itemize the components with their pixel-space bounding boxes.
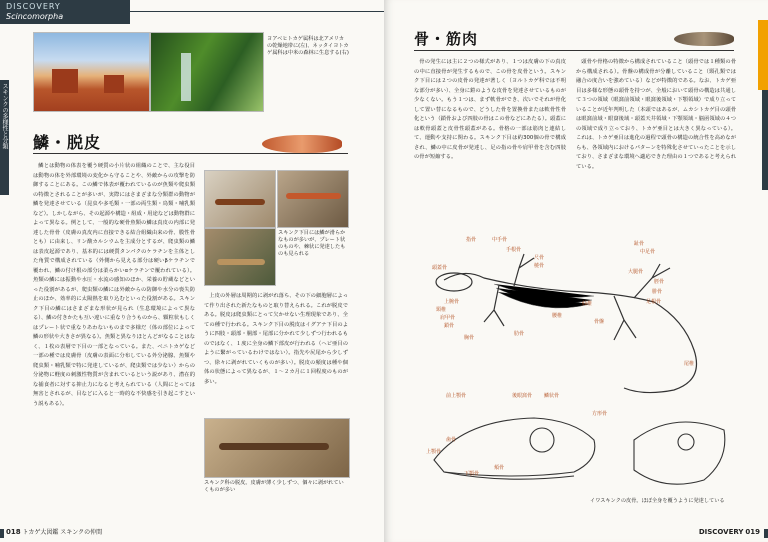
photo-caption-top: ヨアベヒトカゲ属科は北アメリカの乾燥地帯に(左)、ネッタイヨトカゲ属科は中米の森林に生息する(右): [267, 36, 349, 56]
butte-shape: [52, 69, 78, 93]
bone-label: 上顎骨: [426, 449, 442, 455]
bone-label: 手根骨: [506, 247, 522, 253]
section-label: DISCOVERY: [6, 2, 61, 11]
caption-skull: イワスキンクの皮骨。ほぼ全身を覆うように発達している: [590, 498, 725, 504]
eye-shape: [678, 434, 694, 450]
bone-label: 指骨: [466, 237, 477, 243]
bone-label: 中足骨: [640, 249, 656, 255]
bone-label: 方形骨: [592, 411, 608, 417]
edge-tab-orange: [758, 20, 768, 90]
side-tab: [0, 80, 9, 195]
paragraph: 頭骨や骨格の特徴から構成されていること（頭骨では１種類の骨から構成される）。骨盤の構成骨が分離していること（頸孔類では融合の度合いを強めている）などが特徴的である。なお、トカゲ亜目は多様な形態の頭骨を持つが、全般において頭骨の構造は共通して３つの領域（眼窩前領域・眼窩後領域・下顎領域）で成り立っていることが近年判明した（本頭ではあるが、ムカシトカゲ目の頭骨は眼窩前域・眼窩後域・頭蓋天井領域・下顎領域・脳函領域の４つの領域で成り立っており、トカゲ亜目とは大きく異なっている）。これは、トカゲ亜目は進化の過程で頭骨の構造の統合性を高めながらも、各領域内におけるパターンを特殊化させていったことを示しており、さまざまな環境へ適応できた理由の１つであると考えられている。: [576, 59, 736, 170]
skeleton-diagram: [424, 240, 724, 400]
bone-label: 鎖骨: [444, 323, 455, 329]
bone-label: 上腕骨: [444, 299, 460, 305]
forelimb-raised-path: [514, 254, 534, 286]
molting-photo: [204, 418, 350, 478]
bone-label: 尾椎: [684, 361, 695, 367]
section-header: [0, 0, 130, 24]
footer-title: トカゲ大図鑑 スキンクの仲間: [22, 529, 103, 536]
lizard-photo-3: [204, 228, 276, 286]
lizard-shape: [286, 193, 341, 199]
bone-label: 足根骨: [646, 299, 662, 305]
bone-label: 橈骨: [534, 263, 545, 269]
heading-rule: [33, 153, 348, 154]
bone-label: 仙椎: [582, 301, 593, 307]
lizard-shape: [215, 199, 265, 205]
bone-label: 前上顎骨: [446, 393, 467, 399]
footer-left: [6, 527, 102, 536]
lizard-illustration: [674, 32, 734, 46]
section-subtitle: Scincomorpha: [6, 12, 64, 21]
body-text-col2: [204, 292, 348, 414]
body-text-col1: [414, 58, 566, 238]
bone-label: 鱗状骨: [544, 393, 560, 399]
bone-label: 歯骨: [446, 437, 457, 443]
orbit-shape: [530, 428, 554, 452]
heading-rule: [414, 50, 734, 51]
paragraph: 鱗とは動物の体表を覆う硬質の小片状の組織のことで、主な役目は動物の体を外部環境の変化から守ることや、外敵からの攻撃を防御することにある。この鱗で体表が覆われているのが魚類や爬虫類の特徴とされることが多いが、実際にはさまざまな分類群の動物が鱗を発達させている（昆虫や多毛類・一部の両生類・鳥類・哺乳類など）。しかしながら、その起源や構造・組成・用途などは動物群によって異なる。例として、一般的な硬骨魚類の鱗は真皮の内部に発達した骨骨（皮膚の真皮内に直接できる結合組織由来の骨、膜性骨とも）に由来し、リン酸カルシウムを主成分とするが、爬虫類の鱗は表皮起源であり、基本的には硬質タンパクのケラチンを主体とした角質で構成されている（外側から見える部分は硬いβケラチンで覆われ、鱗の付け根の部分は柔らかいαケラチンで覆われている）。魚類の鱗には振動や水圧・水流の感知のほか、栄養の貯蔵などといった役割があるが、爬虫類の鱗には外敵からの防御や水分の喪失防止のほか、効率的に太陽熱を取り込むといった役割がある。スキンク下目の鱗にはさまざまな形状が見られ（生息環境によって異なる）、鱗の付きかたも互い違いに重なり合うものから、顆粒状もしくはプレート状で重なりあわないものまで多様だ（体の部位によって鱗の形状や大きさが異なる）。魚類と異なりほとんどがなることはなく、１枚の表層で下目の一部となっている。また、ベニトカゲなど一部の種では皮膚骨（皮膚の表面に分布している外分泌腺、魚類や爬虫類・哺乳類で特に発達しているが、爬虫類では少ない）からの分泌物に軽度の刺激性物質が含まれているという説があり、潜在的な捕食者に対する抑止力になると考えられている（人間にとっては無害とされるが、目などに入ると一時的な不快感を引き起こすという説もある）。: [33, 163, 195, 407]
footer-bar: [764, 529, 768, 538]
butte-shape: [104, 75, 124, 93]
paragraph: 骨の発生には主に２つの様式があり、１つは皮膚の下の真皮の中に直接骨が発生するもので、この骨を皮骨という。スキンク下目には２つの皮骨の発達が著しく（ヨルトカゲ科では不明な部分が多い）、全身に鎧のような皮骨を発達させているものが少なくない。もう１つは、まず軟骨ができ、次いでそれが骨化して置い替になるもので、どうした骨を置換骨または軟骨性骨化という（鎖骨および四肢の骨はこの骨などにあたる）。頭蓋には軟骨頭蓋と皮骨性頭蓋がある。骨格の一部は筋肉と連結して、運動や支持に関わる。スキンク下目は約300個の骨で構成され、鱗の中に皮骨が発達し、足の指の骨や肩甲骨を含む四肢の骨が短縮する。: [414, 59, 566, 160]
side-tab-label: スキンクの多様性と分類: [1, 83, 8, 149]
lizard-photo-2: [277, 170, 349, 228]
body-text-col2: [576, 58, 736, 238]
bone-label: 腰椎: [552, 313, 563, 319]
bone-label: 肋骨: [514, 331, 525, 337]
lizard-shape: [217, 259, 265, 265]
head-outline: [634, 422, 725, 484]
forelimb-path: [484, 285, 504, 326]
paragraph: 上皮の外層は周期的に剥がれ落ち、その下の細胞層によって作り出された新たなものと取り替えられる。これが脱皮である。脱皮は爬虫類にとって欠かせない生理現象であり、全ての種で行われる。スキンク下目の脱皮はイグアナ下目のように四肢・頭部・胴部・尾部に分かれて少しずつ行われるものではなく、１度に全身の鱗下部皮が行われる（ヘビ亜目のように繋がっているわけではない）。指先や尻尾から少しずつ、徐々に剥がれていくものが多い）。脱皮の頻度は種や個体の状態によって異なるが、１〜２カ月に１回程度のものが多い。: [204, 293, 348, 385]
bone-label: 頭蓋骨: [432, 265, 448, 271]
bone-label: 腓骨: [652, 289, 663, 295]
lizard-shape: [219, 443, 329, 450]
bone-label: 骨盤: [594, 319, 605, 325]
caption-molting: スキンク科の脱皮。皮膚が薄く少しずつ、個々に剥がれていくものが多い: [204, 480, 344, 493]
hindlimb-path: [614, 296, 636, 340]
bone-label: 胸骨: [464, 335, 475, 341]
bone-label: 頸椎: [436, 307, 447, 313]
bone-label: 大腿骨: [628, 269, 644, 275]
forest-photo: [150, 32, 264, 112]
skull-outline: [434, 418, 595, 476]
footer-brand: DISCOVERY: [698, 528, 744, 536]
edge-tab-dark: [762, 90, 768, 190]
bone-label: 趾骨: [634, 241, 645, 247]
bone-label: 中手骨: [492, 237, 508, 243]
caption-lizards: スキンク下目には鱗が滑らかなものが多いが、プレート状のものや、棘状に発達したものも見られる: [278, 230, 346, 257]
right-page: [384, 0, 768, 542]
heading-scales: 鱗・脱皮: [33, 133, 102, 152]
footer-bar: [0, 529, 4, 538]
page-number: 018: [6, 528, 21, 536]
bone-label: 下顎骨: [464, 471, 480, 477]
page-number: 019: [745, 528, 760, 536]
body-text-col1: [33, 162, 195, 512]
bone-label: 尺骨: [534, 255, 545, 261]
waterfall-shape: [181, 53, 191, 101]
lizard-photo-1: [204, 170, 276, 228]
desert-photo: [33, 32, 150, 112]
bone-label: 肩甲骨: [440, 315, 456, 321]
footer-right: [699, 528, 760, 536]
header-rule: [130, 11, 384, 12]
bone-label: 後眼窩骨: [512, 393, 533, 399]
bone-label: 脛骨: [654, 279, 665, 285]
skull-diagram: [424, 400, 734, 495]
lizard-illustration: [262, 135, 342, 153]
heading-bones: 骨・筋肉: [414, 30, 479, 48]
bone-label: 頬骨: [494, 465, 505, 471]
